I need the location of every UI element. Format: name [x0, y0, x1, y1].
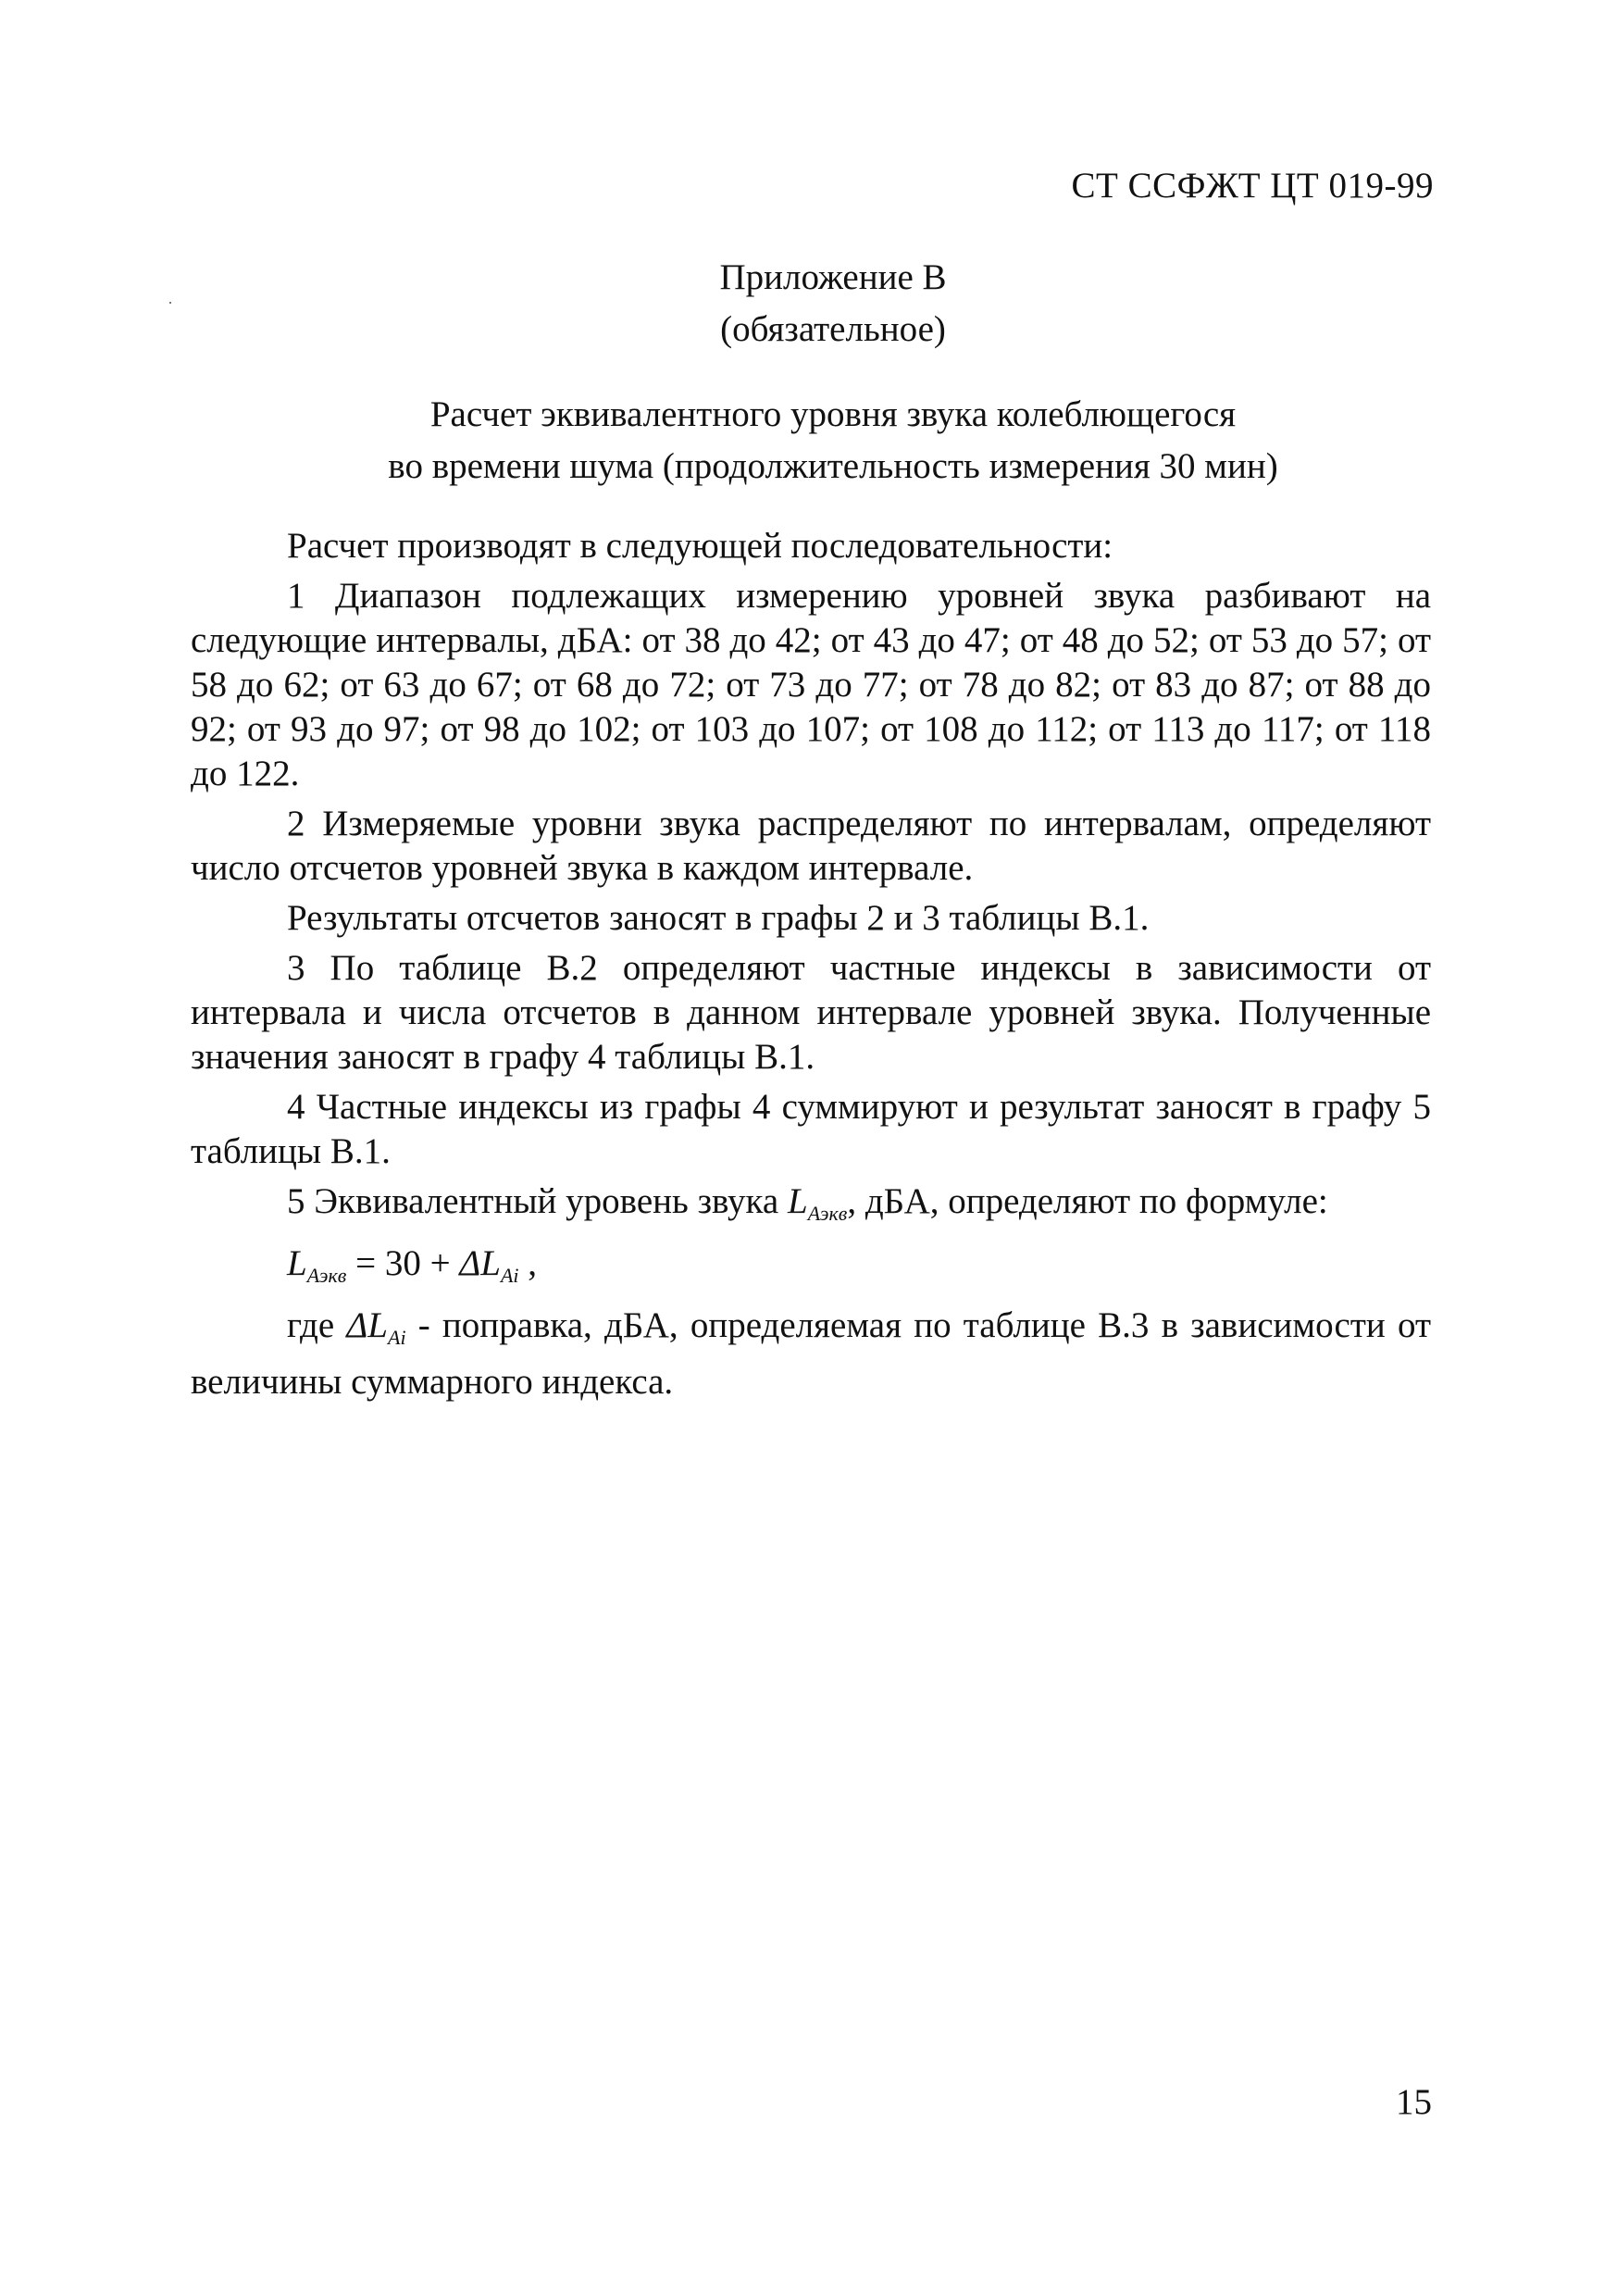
formula-lhs-symbol: L [287, 1243, 307, 1283]
formula-delta-subscript: Ai [500, 1264, 519, 1287]
item-5-text-pre: 5 Эквивалентный уровень звука [287, 1181, 779, 1221]
formula-lhs-subscript: Аэкв [306, 1264, 347, 1287]
section-title [0, 389, 1617, 493]
appendix-status: (обязательное) [720, 309, 946, 349]
where-text-pre: где [287, 1305, 335, 1345]
where-delta-symbol: ΔL [346, 1305, 388, 1345]
intro-paragraph: Расчет производят в следующей последовательности: [287, 526, 1113, 566]
item-2b-paragraph: Результаты отсчетов заносят в графы 2 и 3 таблицы В.1. [287, 898, 1150, 938]
item-1-paragraph: 1 Диапазон подлежащих измерению уровней звука разбивают на следующие интервалы, дБА: от 38 до 42; от 43 до 47; от 48 до 52; от 53 до 57; от 58 до 62; от 63 до 67; от 68 до 72; от 73 до 77; от 78 до 82; от 83 до 87; от 88 до 92; от 93 до 97; от 98 до 102; от 103 до 107; от 108 до 112; от 113 до 117; от 118 до 122. [191, 576, 1431, 793]
laeq-subscript: Аэкв [807, 1202, 848, 1225]
where-delta-subscript: Ai [388, 1326, 406, 1349]
formula-delta-symbol: ΔL [459, 1243, 501, 1283]
page-number: 15 [1396, 2082, 1432, 2122]
document-code: СТ ССФЖТ ЦТ 019-99 [1071, 166, 1434, 206]
formula-line: $L_{Аэкв} = 30 + \Delta L_{Ai}$ , [287, 1243, 538, 1287]
item-4-paragraph: 4 Частные индексы из графы 4 суммируют и результат заносят в графу 5 таблицы В.1. [191, 1087, 1431, 1171]
laeq-symbol: L [787, 1181, 808, 1221]
item-5-text-post: дБА, определяют по формуле: [864, 1181, 1328, 1221]
item-2-paragraph: 2 Измеряемые уровни звука распределяют по интервалам, определяют число отсчетов уровней звука в каждом интервале. [191, 804, 1431, 888]
item-3-paragraph: 3 По таблице В.2 определяют частные индексы в зависимости от интервала и числа отсчетов в данном интервале уровней звука. Полученные значения заносят в графу 4 таблицы В.1. [191, 948, 1431, 1077]
title-line-2: во времени шума (продолжительность измерения 30 мин) [388, 446, 1278, 486]
title-line-1: Расчет эквивалентного уровня звука колеблющегося [429, 394, 1237, 434]
appendix-heading [0, 252, 1617, 356]
item-5-paragraph: 5 Эквивалентный уровень звука $L_{Аэкв}$, дБА, определяют по формуле: [287, 1181, 1328, 1225]
formula-rhs: = 30 + [346, 1243, 460, 1283]
body-text [191, 524, 1431, 1410]
where-text-post: - поправка, дБА, определяемая по таблице В.3 в зависимости от величины суммарного индекса. [191, 1305, 1431, 1402]
appendix-label: Приложение В [719, 257, 947, 297]
where-paragraph [191, 1304, 1431, 1404]
